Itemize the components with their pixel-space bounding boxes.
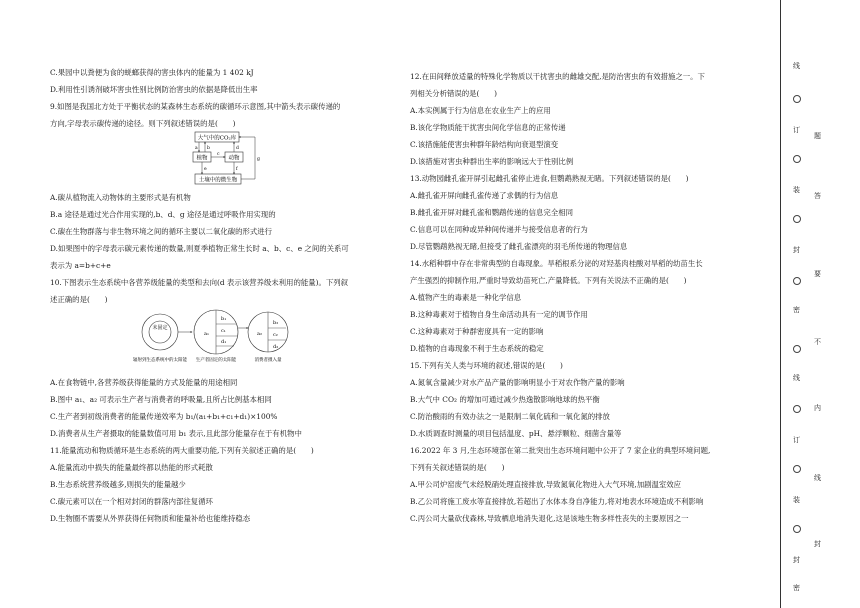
q13-stem: 13.动物园雌孔雀开屏引起雌孔雀停止进食,但鹦鹉熟视无睹。下列叙述错误的是( ) bbox=[410, 174, 689, 183]
seal-char: 密 bbox=[793, 584, 800, 592]
q14-option-d: D.植物的自毒现象不利于生态系统的稳定 bbox=[410, 344, 544, 353]
q12-option-c: C.该措施能使害虫种群年龄结构向衰退型演变 bbox=[410, 140, 559, 149]
q11-option-d: D.生物圈不需要从外界获得任何物质和能量补给也能维持稳态 bbox=[50, 514, 251, 523]
q10-option-c: C.生产者到初级消费者的能量传递效率为 b₁/(a₁+b₁+c₁+d₁)×100% bbox=[50, 412, 278, 421]
notice-char: 要 bbox=[814, 270, 821, 278]
path-a-letter: a bbox=[195, 146, 198, 151]
seal-circle bbox=[793, 405, 801, 413]
plant-label: 植物 bbox=[196, 155, 208, 162]
q15-stem: 15.下列有关人类与环境的叙述,错误的是( ) bbox=[410, 361, 563, 370]
seal-char: 线 bbox=[793, 62, 800, 70]
label-b1: b₁ bbox=[221, 316, 227, 322]
q14-option-a: A.植物产生的毒素是一种化学信息 bbox=[410, 293, 522, 302]
q16-option-c: C.丙公司大量砍伐森林,导致栖息地消失退化,这是该地生物多样性丧失的主要原因之一 bbox=[410, 514, 689, 523]
q14-stem-2: 产生强烈的抑制作用,严重时导致幼苗死亡,产量降低。下列有关说法不正确的是( ) bbox=[410, 276, 687, 285]
q12-stem-2: 列相关分析错误的是( ) bbox=[410, 89, 498, 98]
seal-circle bbox=[793, 345, 801, 353]
q16-stem-2: 下列有关叙述错误的是( ) bbox=[410, 463, 505, 472]
q8-option-d: D.利用性引诱剂破坏害虫性别比例防治害虫的依据是降低出生率 bbox=[50, 85, 258, 94]
label-c2: c₂ bbox=[273, 332, 278, 338]
q13-option-b: B.雌孔雀开屏对雌孔雀和鹦鹉传递的信息完全相同 bbox=[410, 208, 573, 217]
notice-char: 不 bbox=[814, 338, 821, 346]
label-d2: d₂ bbox=[273, 344, 279, 350]
seal-circle bbox=[793, 95, 801, 103]
seal-circle bbox=[793, 155, 801, 163]
q15-option-a: A.氮氧含量减少对水产品产量的影响明显小于对农作物产量的影响 bbox=[410, 378, 625, 387]
seal-char: 装 bbox=[793, 186, 800, 194]
seal-circle bbox=[793, 277, 801, 285]
seal-circle bbox=[793, 465, 801, 473]
q10-option-d: D.消费者从生产者摄取的能量数值可用 b₁ 表示,且此部分能量存在于有机物中 bbox=[50, 429, 302, 438]
path-c-letter: c bbox=[217, 152, 220, 157]
seal-circle bbox=[793, 525, 801, 533]
q8-option-c: C.果园中以粪便为食的蜣螂获得的害虫体内的能量为 1 402 kJ bbox=[50, 68, 254, 77]
q13-option-c: C.信息可以在同种或异种间传递并与接受信息者的行为 bbox=[410, 225, 588, 234]
label-a2: a₂ bbox=[257, 331, 262, 337]
notice-char: 内 bbox=[814, 404, 821, 412]
path-b-letter: b bbox=[207, 146, 210, 151]
carbon-cycle-diagram bbox=[185, 130, 281, 190]
seal-char: 封 bbox=[793, 556, 800, 564]
animal-label: 动物 bbox=[228, 155, 240, 162]
caption-consumer: 消费者摄入量 bbox=[254, 358, 282, 363]
seal-char: 装 bbox=[793, 496, 800, 504]
label-b2: b₂ bbox=[273, 320, 279, 326]
path-e-letter: e bbox=[204, 167, 207, 172]
q9-option-a: A.碳从植物流入动物体的主要形式是有机物 bbox=[50, 193, 191, 202]
label-a1: a₁ bbox=[204, 331, 209, 337]
co2-pool-label: 大气中的CO₂库 bbox=[197, 135, 237, 142]
seal-circle bbox=[793, 215, 801, 223]
q12-stem-1: 12.在田间释放适量的特殊化学物质以干扰害虫的雌雄交配,是防治害虫的有效措施之一。下 bbox=[410, 72, 705, 81]
q10-option-b: B.图中 a₁、a₂ 可表示生产者与消费者的呼吸量,且所占比例基本相同 bbox=[50, 395, 272, 404]
q12-option-a: A.本实例属于行为信息在农业生产上的应用 bbox=[410, 106, 551, 115]
q10-stem-2: 述正确的是( ) bbox=[50, 295, 108, 304]
q15-option-d: D.水质调查时测量的项目包括温度、pH、悬浮颗粒、细菌含量等 bbox=[410, 429, 622, 438]
seal-char: 订 bbox=[793, 436, 800, 444]
path-f-letter: f bbox=[236, 167, 238, 172]
energy-flow-diagram bbox=[133, 308, 290, 376]
notice-char: 答 bbox=[814, 192, 821, 200]
q9-option-b: B.a 途径是通过光合作用实现的,b、d、g 途径是通过呼吸作用实现的 bbox=[50, 210, 276, 219]
path-g-letter: g bbox=[257, 157, 260, 162]
unfixed-label: 未固定 bbox=[152, 325, 168, 331]
q15-option-c: C.防治酸雨的有效办法之一是限制二氧化硫和一氧化氮的排放 bbox=[410, 412, 610, 421]
notice-char: 题 bbox=[814, 132, 821, 140]
q10-stem-1: 10.下图表示生态系统中各营养级能量的类型和去向(d 表示该营养级未利用的能量)。下列叙 bbox=[50, 278, 349, 287]
q11-option-c: C.碳元素可以在一个相对封闭的群落内部往复循环 bbox=[50, 497, 213, 506]
q13-option-d: D.尽管鹦鹉熟视无睹,但接受了雌孔雀漂亮的羽毛所传递的物理信息 bbox=[410, 242, 628, 251]
q9-option-c: C.碳在生物群落与非生物环境之间的循环主要以二氧化碳的形式进行 bbox=[50, 227, 273, 236]
q14-stem-1: 14.水稻种群中存在非常典型的自毒现象。旱稻根系分泌的对羟基肉桂酸对旱稻的幼苗生长 bbox=[410, 259, 703, 268]
q10-option-a: A.在食物链中,各营养级获得能量的方式及能量的用途相同 bbox=[50, 378, 238, 387]
notice-char: 线 bbox=[814, 474, 821, 482]
binding-margin bbox=[778, 0, 860, 608]
decomposer-label: 土壤中的微生物 bbox=[198, 177, 238, 184]
q16-stem-1: 16.2022 年 3 月,生态环境部在第二批突出生态环境问题中公开了 7 家企业的典型环境问题, bbox=[410, 446, 711, 455]
q14-option-b: B.这种毒素对于植物自身生命活动具有一定的调节作用 bbox=[410, 310, 588, 319]
q9-option-d-cont: 表示为 a=b+c+e bbox=[50, 261, 111, 270]
q9-stem-2: 方向,字母表示碳传递的途径。则下列叙述错误的是( ) bbox=[50, 119, 236, 128]
seal-char: 订 bbox=[793, 126, 800, 134]
q16-option-b: B.乙公司将施工废水等直接排放,若超出了水体本身自净能力,将对地表水环境造成不利影响 bbox=[410, 497, 704, 506]
q9-option-d: D.如果图中的字母表示碳元素传递的数量,则夏季植物正常生长时 a、b、c、e 之间的关系可 bbox=[50, 244, 349, 253]
caption-producer: 生产者固定的太阳能 bbox=[195, 358, 237, 363]
q11-option-b: B.生态系统营养级越多,则损失的能量越少 bbox=[50, 480, 186, 489]
label-d1: d₁ bbox=[221, 339, 227, 345]
seal-char: 密 bbox=[793, 306, 800, 314]
binding-line bbox=[780, 0, 781, 608]
q11-stem: 11.能量流动和物质循环是生态系统的两大重要功能,下列有关叙述正确的是( ) bbox=[50, 446, 314, 455]
seal-char: 封 bbox=[793, 246, 800, 254]
q14-option-c: C.这种毒素对于种群密度具有一定的影响 bbox=[410, 327, 544, 336]
q12-option-d: D.该措施对害虫种群出生率的影响远大于性别比例 bbox=[410, 157, 574, 166]
q13-option-a: A.雌孔雀开屏向雌孔雀传递了求偶的行为信息 bbox=[410, 191, 559, 200]
q9-stem-1: 9.如图是我国北方处于平衡状态的某森林生态系统的碳循环示意图,其中箭头表示碳传递的 bbox=[50, 102, 341, 111]
q12-option-b: B.该化学物质能干扰害虫间化学信息的正常传递 bbox=[410, 123, 566, 132]
seal-char: 线 bbox=[793, 374, 800, 382]
q11-option-a: A.能量流动中损失的能量最终都以热能的形式耗散 bbox=[50, 463, 213, 472]
label-c1: c₁ bbox=[221, 328, 226, 334]
path-d-letter: d bbox=[236, 146, 239, 151]
caption-sunlight: 辐射到生态系统中的太阳能 bbox=[133, 358, 187, 363]
notice-char: 封 bbox=[814, 540, 821, 548]
q16-option-a: A.甲公司炉窑废气未经脱硝处理直接排放,导致氮氧化物进入大气环境,加剧温室效应 bbox=[410, 480, 682, 489]
q15-option-b: B.大气中 CO₂ 的增加可通过减少热逸散影响地球的热平衡 bbox=[410, 395, 600, 404]
